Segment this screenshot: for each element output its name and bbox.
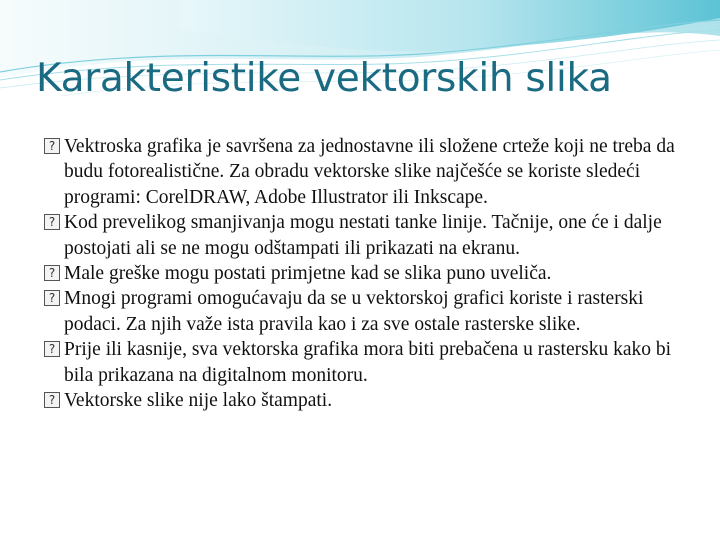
bullet-item bbox=[44, 337, 694, 388]
bullet-marker-icon: ? bbox=[44, 341, 60, 357]
bullet-text: Kod prevelikog smanjivanja mogu nestati tanke linije. Tačnije, one će i dalje postojati ali se ne mogu odštampati ili prikazati na ekranu. bbox=[64, 212, 662, 259]
bullet-item bbox=[44, 134, 694, 210]
bullet-text: Prije ili kasnije, sva vektorska grafika mora biti prebačena u rastersku kako bi bila prikazana na digitalnom monitoru. bbox=[64, 339, 672, 386]
bullet-text: Male greške mogu postati primjetne kad se slika puno uveliča. bbox=[64, 263, 552, 285]
bullet-marker-icon: ? bbox=[44, 290, 60, 306]
bullet-list bbox=[44, 134, 694, 413]
bullet-text: Mnogi programi omogućavaju da se u vektorskoj grafici koriste i rasterski podaci. Za njih važe ista pravila kao i za sve ostale rasterske slike. bbox=[64, 288, 644, 335]
slide-title: Karakteristike vektorskih slika bbox=[36, 56, 612, 101]
bullet-marker-icon: ? bbox=[44, 138, 60, 154]
bullet-marker-icon: ? bbox=[44, 214, 60, 230]
bullet-text: Vektorske slike nije lako štampati. bbox=[64, 390, 333, 412]
bullet-item bbox=[44, 286, 694, 337]
bullet-marker-icon: ? bbox=[44, 392, 60, 408]
bullet-text: Vektroska grafika je savršena za jednostavne ili složene crteže koji ne treba da budu fotorealistične. Za obradu vektorske slike najčešće se koriste sledeći programi: CorelDRAW, Adobe Illustrator ili Inkscape. bbox=[64, 136, 675, 208]
bullet-item bbox=[44, 261, 694, 286]
bullet-item bbox=[44, 388, 694, 413]
bullet-item bbox=[44, 210, 694, 261]
bullet-marker-icon: ? bbox=[44, 265, 60, 281]
